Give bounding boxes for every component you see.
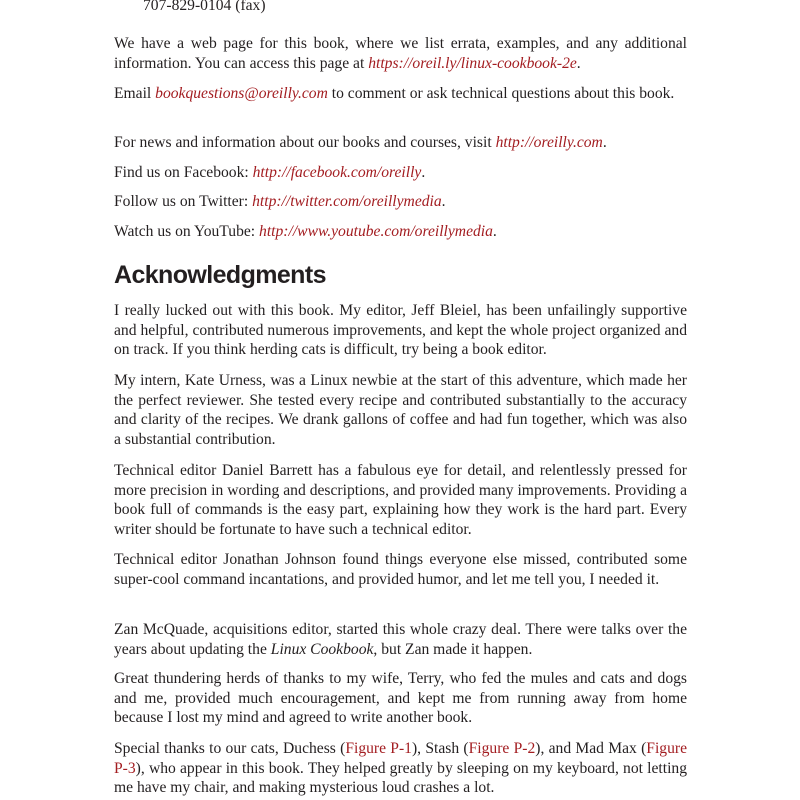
web-page-paragraph: We have a web page for this book, where we list errata, examples, and any additional information. You can access this page at https://oreil.ly/linux-cookbook-2e. — [114, 35, 687, 72]
web-page-text: We have a web page for this book, where we list errata, examples, and any additional information. You can access this page at — [114, 35, 687, 72]
figure-p3-link[interactable]: Figure P-3 — [114, 740, 688, 777]
email-paragraph — [114, 84, 687, 104]
ack-paragraph-2 — [114, 371, 687, 449]
ack-text-2: My intern, Kate Urness, was a Linux newbie at the start of this adventure, which made her the perfect reviewer. She tested every recipe and contributed substantially to the accuracy and clarity of the recipes. We drank gallons of coffee and had fun together, which was also a substantial contribution. — [114, 372, 687, 448]
figure-p1-link[interactable]: Figure P-1 — [345, 740, 412, 757]
twitter-link[interactable]: http://twitter.com/oreillymedia — [252, 193, 442, 210]
ack-paragraph-5 — [114, 620, 687, 659]
facebook-link[interactable]: http://facebook.com/oreilly — [252, 164, 422, 181]
email-text: Email — [114, 85, 156, 102]
ack-text-4: Technical editor Jonathan Johnson found things everyone else missed, contributed some super-cool command incantations, and provided humor, and let me tell you, I needed it. — [114, 551, 687, 588]
ack-text-7b: ), Stash ( — [411, 740, 469, 757]
ack-paragraph-4 — [114, 550, 687, 589]
ack-paragraph-6 — [114, 669, 687, 728]
ack-text-5: Zan McQuade, acquisitions editor, started this whole crazy deal. There were talks over the years about updating the — [114, 621, 687, 658]
ack-paragraph-3 — [114, 461, 687, 539]
acknowledgments-heading: Acknowledgments — [114, 261, 326, 289]
oreilly-link[interactable]: http://oreilly.com — [495, 134, 603, 151]
news-text: For news and information about our books and courses, visit — [114, 134, 496, 151]
youtube-paragraph: Watch us on YouTube: http://www.youtube.com/oreillymedia. — [114, 223, 497, 240]
ack-text-7a: Special thanks to our cats, Duchess ( — [114, 740, 346, 757]
ack-text-3: Technical editor Daniel Barrett has a fabulous eye for detail, and relentlessly pressed for more precision in wording and descriptions, and provided many improvements. Providing a book full of commands is the easy part, explaining how they work is the hard part. Every writer should be fortunate to have such a technical editor. — [114, 462, 687, 538]
ack-paragraph-7 — [114, 739, 687, 798]
book-web-link[interactable]: https://oreil.ly/linux-cookbook-2e — [368, 54, 577, 72]
news-paragraph: For news and information about our books and courses, visit http://oreilly.com. — [114, 134, 607, 151]
ack-text-1: I really lucked out with this book. My editor, Jeff Bleiel, has been unfailingly supportive and helpful, contributed numerous improvements, and kept the whole project organized and on track. If you think herding cats is difficult, try being a book editor. — [114, 302, 687, 359]
ack-text-7d: ), who appear in this book. They helped greatly by sleeping on my keyboard, not letting me have my chair, and making mysterious loud crashes a lot. — [114, 759, 687, 797]
twitter-text: Follow us on Twitter: — [114, 193, 253, 210]
figure-p2-link[interactable]: Figure P-2 — [468, 740, 536, 757]
email-link[interactable]: bookquestions@oreilly.com — [155, 85, 328, 102]
facebook-paragraph: Find us on Facebook: http://facebook.com/oreilly. — [114, 164, 426, 181]
twitter-paragraph: Follow us on Twitter: http://twitter.com/oreillymedia. — [114, 193, 446, 210]
youtube-text: Watch us on YouTube: — [114, 223, 260, 240]
fax-number: 707-829-0104 (fax) — [143, 0, 266, 14]
ack-text-6: Great thundering herds of thanks to my wife, Terry, who fed the mules and cats and dogs and me, provided much encouragement, and kept me from running away from home because I lost my mind and agreed to write another book. — [114, 670, 687, 727]
book-title: Linux Cookbook — [270, 640, 374, 658]
ack-text-7c: ), and Mad Max ( — [535, 740, 647, 757]
email-text-end: to comment or ask technical questions about this book. — [327, 85, 675, 102]
ack-paragraph-1 — [114, 301, 687, 360]
youtube-link[interactable]: http://www.youtube.com/oreillymedia — [259, 223, 493, 240]
facebook-text: Find us on Facebook: — [114, 164, 253, 181]
ack-text-5-end: , but Zan made it happen. — [373, 640, 533, 658]
